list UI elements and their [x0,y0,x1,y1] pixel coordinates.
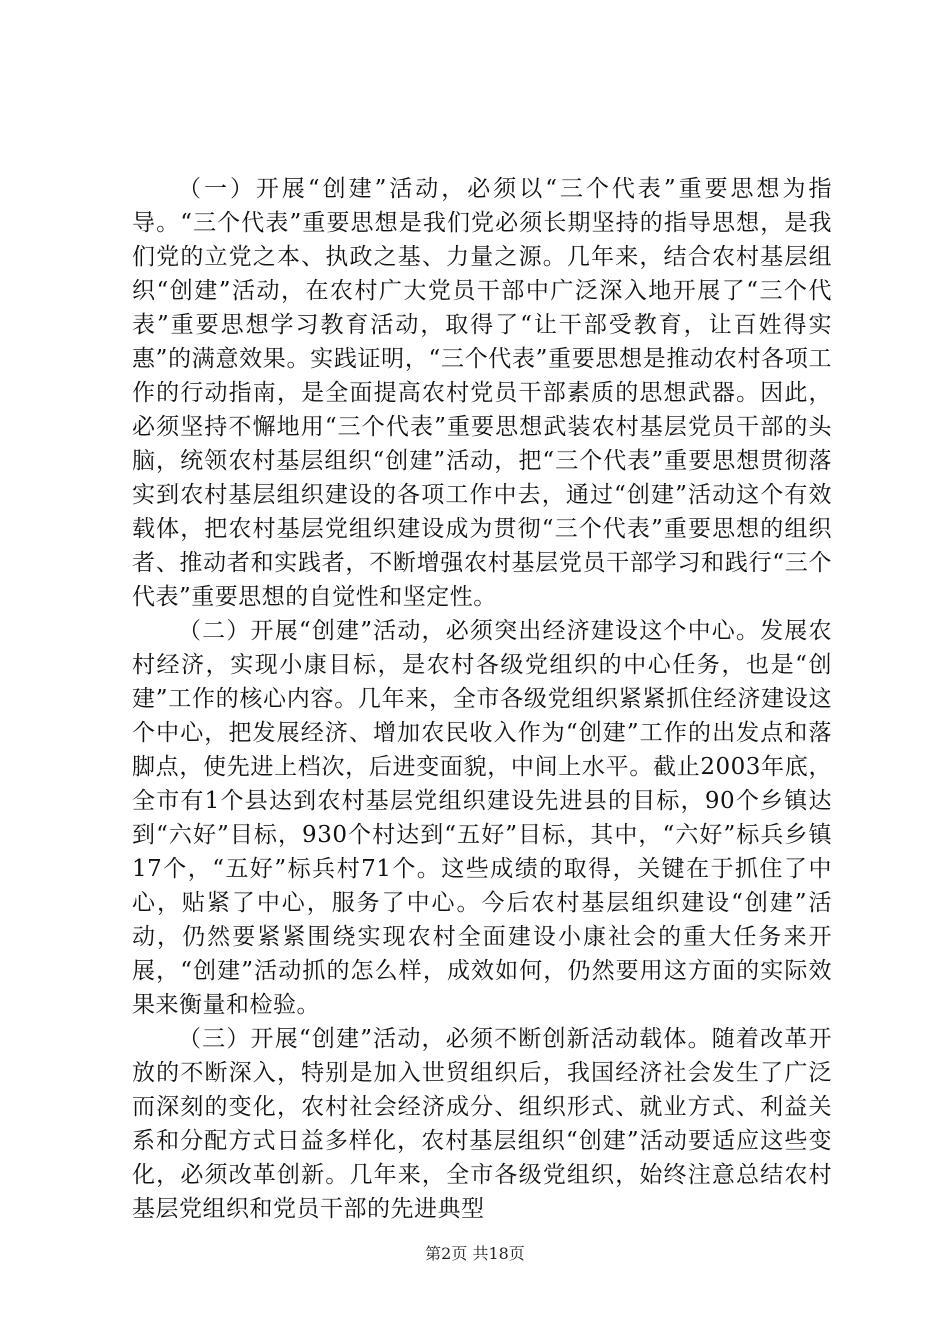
paragraph-1: （一）开展“创建”活动，必须以“三个代表”重要思想为指导。“三个代表”重要思想是我们党必须长期坚持的指导思想，是我们党的立党之本、执政之基、力量之源。几年来，结合农村基层组织“创建”活动，在农村广大党员干部中广泛深入地开展了“三个代表”重要思想学习教育活动，取得了“让干部受教育，让百姓得实惠”的满意效果。实践证明，“三个代表”重要思想是推动农村各项工作的行动指南，是全面提高农村党员干部素质的思想武器。因此，必须坚持不懈地用“三个代表”重要思想武装农村基层党员干部的头脑，统领农村基层组织“创建”活动，把“三个代表”重要思想贯彻落实到农村基层组织建设的各项工作中去，通过“创建”活动这个有效载体，把农村基层党组织建设成为贯彻“三个代表”重要思想的组织者、推动者和实践者，不断增强农村基层党员干部学习和践行“三个代表”重要思想的自觉性和坚定性。 [132,176,832,610]
paragraph-3: （三）开展“创建”活动，必须不断创新活动载体。随着改革开放的不断深入，特别是加入世贸组织后，我国经济社会发生了广泛而深刻的变化，农村社会经济成分、组织形式、就业方式、利益关系和分配方式日益多样化，农村基层组织“创建”活动要适应这些变化，必须改革创新。几年来，全市各级党组织，始终注意总结农村基层党组织和党员干部的先进典型 [132,1026,832,1222]
paragraph-2: （二）开展“创建”活动，必须突出经济建设这个中心。发展农村经济，实现小康目标，是农村各级党组织的中心任务，也是“创建”工作的核心内容。几年来，全市各级党组织紧紧抓住经济建设这个中心，把发展经济、增加农民收入作为“创建”工作的出发点和落脚点，使先进上档次，后进变面貌，中间上水平。截止2003年底，全市有1个县达到农村基层党组织建设先进县的目标，90个乡镇达到“六好”目标，930个村达到“五好”目标，其中，“六好”标兵乡镇17个，“五好”标兵村71个。这些成绩的取得，关键在于抓住了中心，贴紧了中心，服务了中心。今后农村基层组织建设“创建”活动，仍然要紧紧围绕实现农村全面建设小康社会的重大任务来开展，“创建”活动抓的怎么样，成效如何，仍然要用这方面的实际效果来衡量和检验。 [132,618,832,1018]
document-body [132,172,832,1226]
page-number-footer: 第2页 共18页 [425,1244,525,1263]
